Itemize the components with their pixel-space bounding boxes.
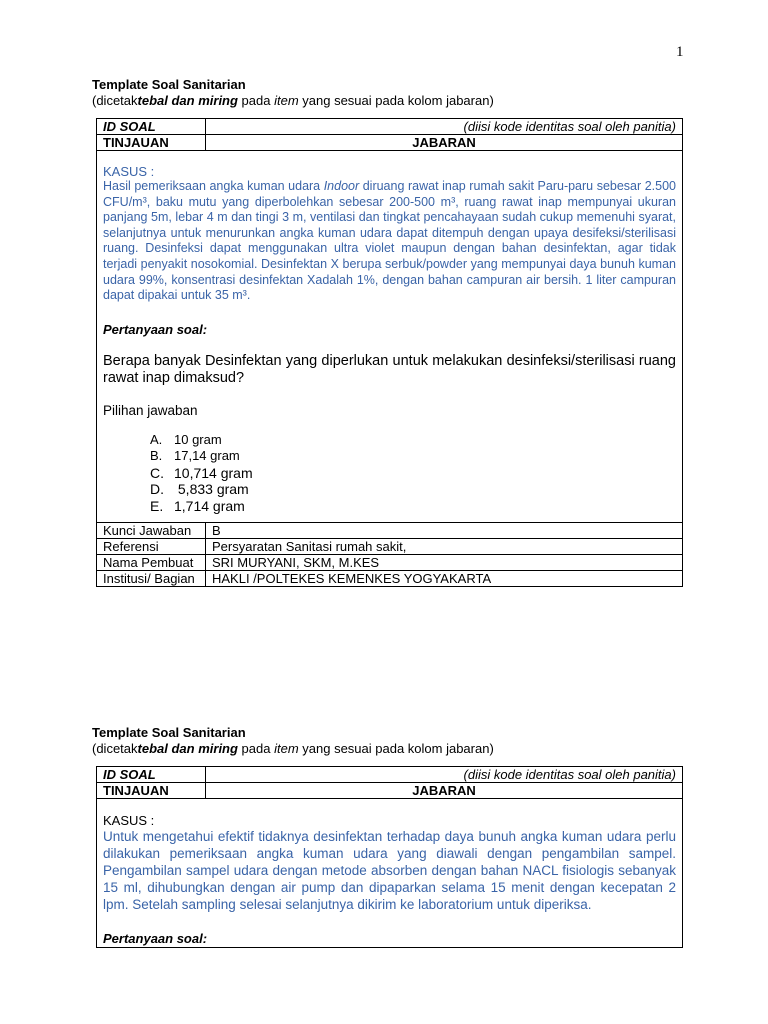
pilihan-label: Pilihan jawaban [103, 402, 198, 418]
subtitle-suffix: yang sesuai pada kolom jabaran) [298, 741, 494, 756]
option-text: 17,14 gram [174, 448, 240, 464]
pembuat-label: Nama Pembuat [97, 555, 206, 571]
subtitle-bold: tebal dan miring [137, 741, 238, 756]
question-table-1 [96, 118, 683, 587]
template-title: Template Soal Sanitarian [92, 77, 246, 92]
template-block-1 [92, 77, 684, 587]
option-e [150, 498, 676, 515]
option-letter: B. [150, 448, 163, 464]
subtitle-mid: pada [237, 93, 275, 108]
option-text: 10 gram [174, 431, 222, 447]
referensi-value: Persyaratan Sanitasi rumah sakit, [206, 539, 683, 555]
question-content [97, 799, 683, 948]
option-text: 10,714 gram [174, 464, 253, 481]
option-letter: A. [150, 431, 163, 447]
answer-options [103, 432, 676, 515]
id-soal-label: ID SOAL [97, 767, 206, 783]
option-letter: E. [150, 497, 164, 514]
jabaran-header: JABARAN [206, 135, 683, 151]
kasus-label: KASUS : [103, 164, 155, 179]
institusi-label: Institusi/ Bagian [97, 571, 206, 587]
subtitle-prefix: (dicetak [92, 93, 138, 108]
kasus-pre: Hasil pemeriksaan angka kuman udara [103, 179, 324, 193]
kasus-text: Untuk mengetahui efektif tidaknya desinfektan terhadap daya bunuh angka kuman udara perlu dilakukan pemeriksaan angka kuman udara yang diawali dengan pengambilan sampel. Pengambilan sampel udara dengan metode absorben dengan bahan NACL fisiologis sebanyak 15 ml, dihubungkan dengan air pump dan dipaparkan selama 15 menit dengan kecepatan 2 lpm. Setelah sampling selesai selanjutnya dikirim ke laboratorium untuk diperiksa. [103, 829, 676, 912]
id-soal-note: (diisi kode identitas soal oleh panitia) [206, 119, 683, 135]
question-content [97, 151, 683, 523]
option-d [150, 481, 676, 498]
page-number: 1 [676, 44, 684, 60]
kasus-text [103, 179, 676, 304]
option-c [150, 465, 676, 482]
referensi-label: Referensi [97, 539, 206, 555]
pembuat-value: SRI MURYANI, SKM, M.KES [206, 555, 683, 571]
pertanyaan-label: Pertanyaan soal: [103, 931, 208, 946]
tinjauan-header: TINJAUAN [97, 783, 206, 799]
subtitle-item: item [274, 93, 299, 108]
kasus-indoor: Indoor [323, 179, 360, 193]
option-a [150, 432, 676, 449]
subtitle-suffix: yang sesuai pada kolom jabaran) [298, 93, 494, 108]
kunci-value: B [206, 523, 683, 539]
kunci-label: Kunci Jawaban [97, 523, 206, 539]
subtitle-mid: pada [237, 741, 275, 756]
option-text: 5,833 gram [174, 481, 249, 498]
id-soal-note: (diisi kode identitas soal oleh panitia) [206, 767, 683, 783]
option-letter: C. [150, 464, 164, 481]
template-subtitle [92, 741, 684, 757]
subtitle-bold: tebal dan miring [137, 93, 238, 108]
institusi-value: HAKLI /POLTEKES KEMENKES YOGYAKARTA [206, 571, 683, 587]
option-letter: D. [150, 481, 164, 498]
option-text: 1,714 gram [174, 497, 245, 514]
jabaran-header: JABARAN [206, 783, 683, 799]
template-block-2 [92, 725, 684, 948]
pertanyaan-label: Pertanyaan soal: [103, 321, 208, 337]
option-b [150, 448, 676, 465]
template-title: Template Soal Sanitarian [92, 725, 246, 740]
id-soal-label: ID SOAL [97, 119, 206, 135]
subtitle-prefix: (dicetak [92, 741, 138, 756]
tinjauan-header: TINJAUAN [97, 135, 206, 151]
kasus-label: KASUS : [103, 813, 155, 828]
question-text: Berapa banyak Desinfektan yang diperlukan untuk melakukan desinfeksi/sterilisasi ruang rawat inap dimaksud? [103, 352, 676, 386]
kasus-rest: diruang rawat inap rumah sakit Paru-paru sebesar 2.500 CFU/m³, baku mutu yang diperbolehkan sebesar 200-500 m³, ruang rawat inap mempunyai ukuran panjang 5m, lebar 4 m dan tingi 3 m, ventilasi dan tingkat pencahayaan sudah cukup memenuhi syarat, selanjutnya untuk menurunkan angka kuman udara dapat ditempuh dengan upaya desifeksi/sterilisasi ruang. Desinfeksi dapat menggunakan ultra violet maupun dengan bahan desinfektan, agar tidak terjadi penyakit nosokomial. Desinfektan X berupa serbuk/powder yang mempunyai daya bunuh kuman udara 99%, konsentrasi desinfektan Xadalah 1%, dengan bahan campuran air bersih. 1 liter campuran dapat dipakai untuk 35 m³. [103, 179, 676, 303]
question-table-2 [96, 766, 683, 948]
subtitle-item: item [274, 741, 299, 756]
template-subtitle [92, 93, 684, 109]
